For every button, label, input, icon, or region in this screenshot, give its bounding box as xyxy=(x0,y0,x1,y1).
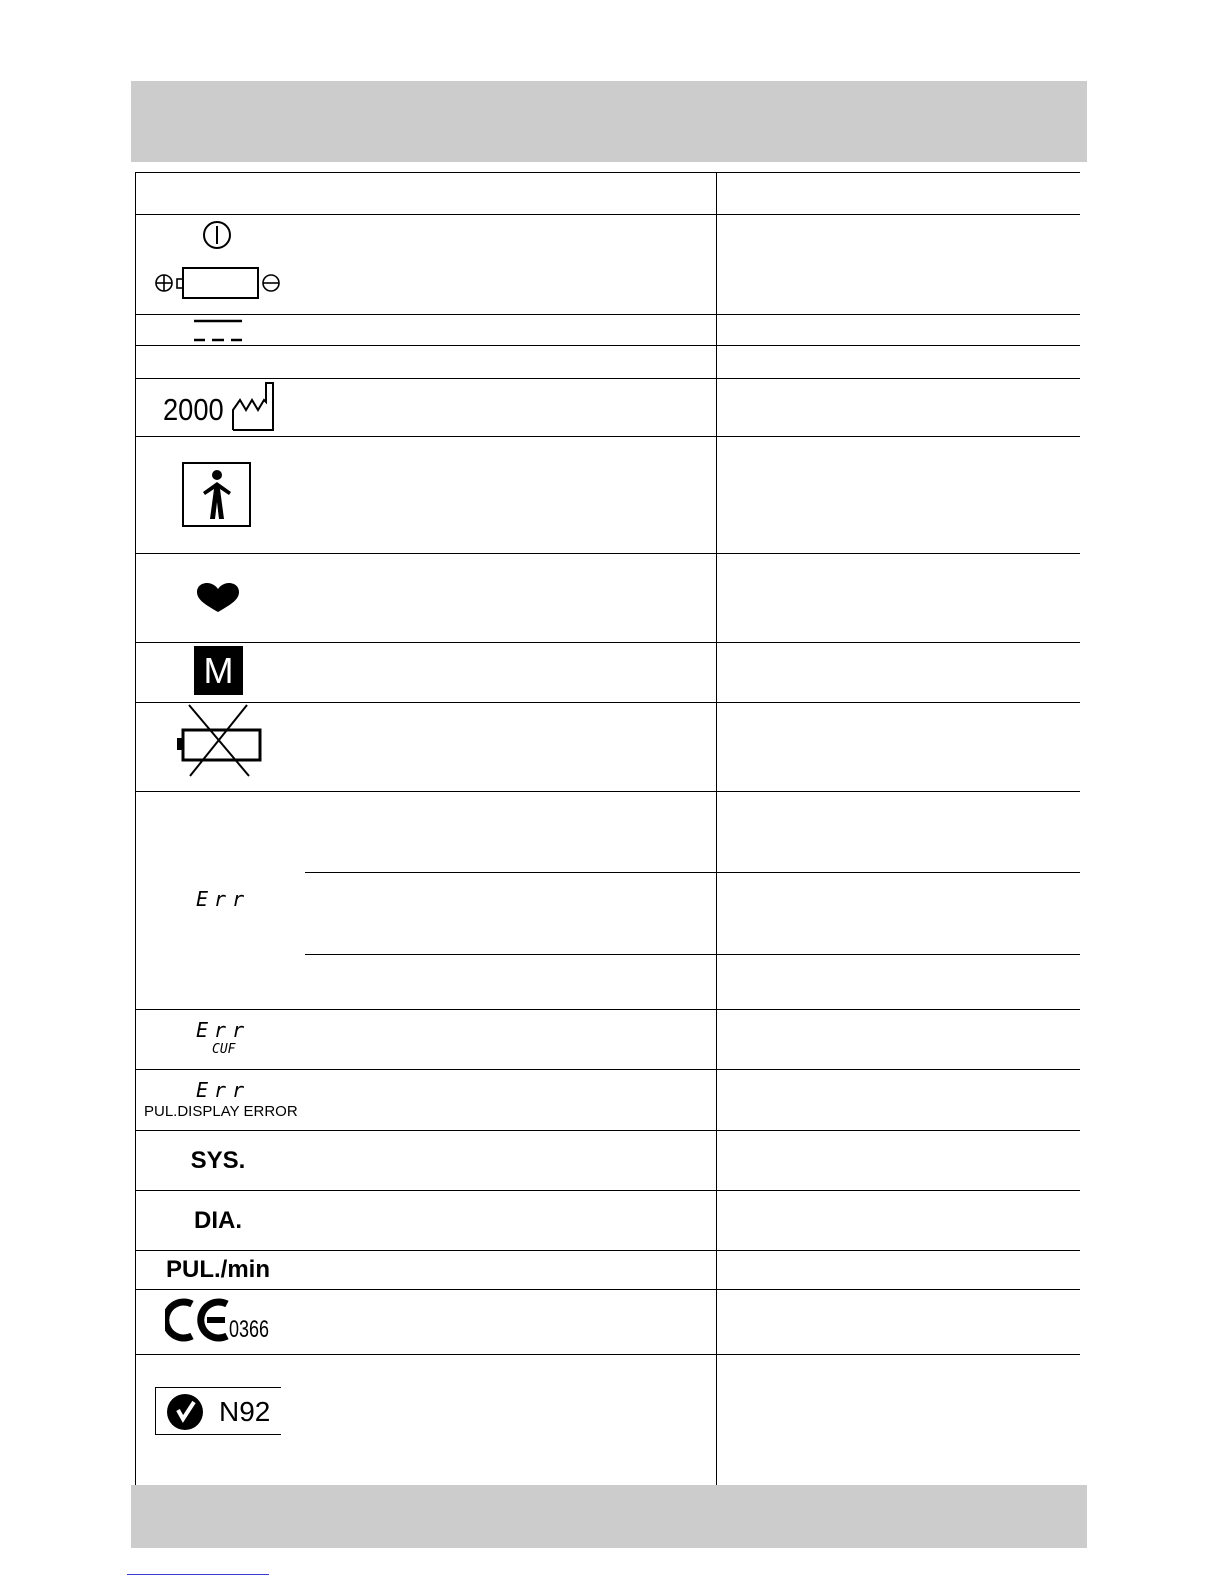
row-divider xyxy=(135,1069,1080,1070)
ce-mark-icon xyxy=(165,1296,231,1344)
pul-min-label: PUL./min xyxy=(165,1256,270,1283)
manufacture-year: 2000 xyxy=(163,392,224,427)
row-divider xyxy=(135,553,1080,554)
row-divider xyxy=(135,791,1080,792)
c-tick-icon xyxy=(166,1393,204,1431)
pul-display-error-label: PUL.DISPLAY ERROR xyxy=(144,1103,298,1120)
sys-label: SYS. xyxy=(190,1146,246,1174)
row-divider xyxy=(135,314,1080,315)
c-tick-code: N92 xyxy=(219,1396,271,1427)
manufacture-date-icon xyxy=(230,380,276,434)
row-divider xyxy=(135,436,1080,437)
footer-link-underline xyxy=(127,1574,269,1575)
row-divider xyxy=(135,214,1080,215)
table-border-top xyxy=(135,172,1080,173)
row-divider xyxy=(135,345,1080,346)
header-band xyxy=(131,81,1087,162)
err-cuf-sub-label: CUF xyxy=(212,1042,236,1057)
c-tick-mark xyxy=(155,1387,281,1435)
direct-current-icon xyxy=(192,318,244,344)
row-divider xyxy=(135,702,1080,703)
heart-icon xyxy=(196,583,240,613)
memory-m-letter: M xyxy=(203,649,234,691)
ce-code: 0366 xyxy=(229,1316,270,1343)
row-divider xyxy=(135,378,1080,379)
sub-row-divider xyxy=(305,872,1080,873)
memory-m-icon xyxy=(194,646,243,695)
row-divider xyxy=(135,1009,1080,1010)
row-divider xyxy=(135,1289,1080,1290)
row-divider xyxy=(135,642,1080,643)
row-divider xyxy=(135,1354,1080,1355)
err-cuf-label: Err xyxy=(196,1018,251,1042)
battery-polarity-icon xyxy=(153,266,283,300)
power-on-icon xyxy=(202,220,232,250)
type-bf-applied-part-icon xyxy=(182,462,252,528)
low-battery-icon xyxy=(175,703,263,779)
err-pul-label: Err xyxy=(196,1078,251,1102)
dia-label: DIA. xyxy=(194,1206,242,1234)
footer-band xyxy=(131,1485,1087,1548)
err-label: Err xyxy=(196,887,251,911)
sub-row-divider xyxy=(305,954,1080,955)
